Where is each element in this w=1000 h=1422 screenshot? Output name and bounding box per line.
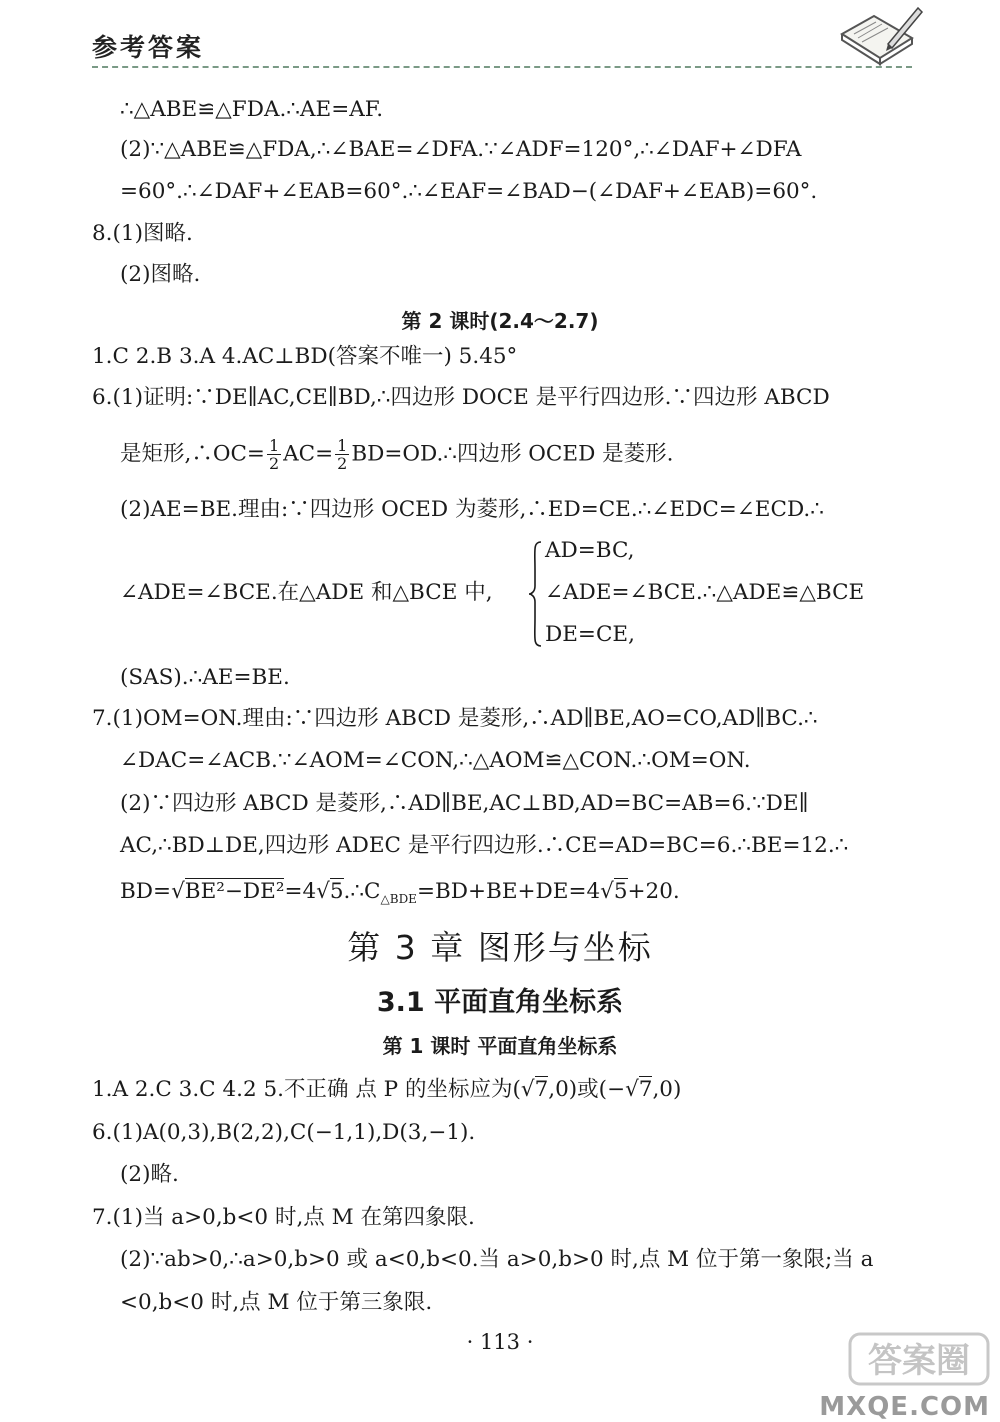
text-line: =60°.∴∠DAF+∠EAB=60°.∴∠EAF=∠BAD−(∠DAF+∠EAB)=60°.: [120, 179, 818, 204]
fraction: [267, 437, 281, 472]
brace-line: AD=BC,: [545, 538, 635, 563]
page-number: · 113 ·: [466, 1330, 534, 1354]
watermark-logo-text: 答案圈: [868, 1341, 970, 1381]
question-8: 8.(1)图略.: [92, 221, 193, 246]
header-title: 参考答案: [92, 33, 205, 62]
text-segment: 是矩形,∴OC=: [120, 441, 265, 467]
fraction-numerator: 1: [337, 436, 348, 455]
header-divider: [92, 66, 912, 68]
text-segment: BD=: [120, 879, 172, 904]
brace-icon: [527, 540, 543, 648]
answers-line: [92, 1075, 681, 1105]
question-7: 7.(1)当 a>0,b<0 时,点 M 在第四象限.: [92, 1205, 475, 1230]
text-line: AC,∴BD⊥DE,四边形 ADEC 是平行四边形.∴CE=AD=BC=6.∴BE=12.∴: [120, 833, 849, 858]
text-segment: BD=OD.∴四边形 OCED 是菱形.: [351, 441, 674, 467]
text-segment: ,0): [652, 1077, 682, 1102]
section-title: 3.1 平面直角坐标系: [376, 987, 624, 1018]
fraction-denominator: 2: [337, 454, 348, 473]
sqrt-radicand: 7: [638, 1077, 653, 1102]
text-line: (2)略.: [120, 1162, 179, 1187]
text-line-with-radicals: [120, 877, 680, 914]
text-line: (2)∵ab>0,∴a>0,b>0 或 a<0,b<0.当 a>0,b>0 时,点 M 位于第一象限;当 a: [120, 1247, 874, 1272]
brace-line: DE=CE,: [545, 622, 635, 647]
text-segment: .∴C: [343, 879, 381, 904]
text-line: ∠ADE=∠BCE.在△ADE 和△BCE 中,: [120, 580, 493, 605]
lesson-heading: 第 2 课时(2.4～2.7): [401, 309, 599, 333]
sqrt-sign: √: [600, 879, 614, 904]
sqrt-sign: √: [171, 879, 185, 904]
text-segment: =4: [284, 879, 317, 904]
text-segment: +20.: [627, 879, 680, 904]
brace-line: ∠ADE=∠BCE.∴△ADE≌△BCE: [545, 580, 865, 605]
question-7: 7.(1)OM=ON.理由:∵四边形 ABCD 是菱形,∴AD∥BE,AO=CO,AD∥BC.∴: [92, 706, 818, 731]
sqrt-sign: √: [625, 1077, 639, 1102]
text-line-with-fractions: [120, 437, 674, 472]
book-pencil-icon: [834, 4, 924, 70]
text-segment: 1.A 2.C 3.C 4.2 5.不正确 点 P 的坐标应为(: [92, 1077, 521, 1102]
text-line: (2)∵△ABE≌△FDA,∴∠BAE=∠DFA.∵∠ADF=120°,∴∠DAF+∠DFA: [120, 137, 802, 162]
text-line: (2)AE=BE.理由:∵四边形 OCED 为菱形,∴ED=CE.∴∠EDC=∠ECD.∴: [120, 497, 824, 522]
text-line: ∴△ABE≌△FDA.∴AE=AF.: [120, 97, 384, 122]
question-6: 6.(1)证明:∵DE∥AC,CE∥BD,∴四边形 DOCE 是平行四边形.∵四边形 ABCD: [92, 385, 830, 410]
sqrt-radicand: 5: [329, 879, 344, 904]
watermark-text: MXQE.COM: [819, 1392, 990, 1422]
sqrt-sign: √: [520, 1077, 535, 1102]
text-line: (2)图略.: [120, 262, 201, 287]
text-line: ∠DAC=∠ACB.∵∠AOM=∠CON,∴△AOM≌△CON.∴OM=ON.: [120, 748, 751, 773]
fraction: [335, 437, 349, 472]
sqrt-radicand: 5: [613, 879, 628, 904]
sqrt-radicand: BE²−DE²: [184, 879, 285, 904]
question-6: 6.(1)A(0,3),B(2,2),C(−1,1),D(3,−1).: [92, 1120, 476, 1145]
chapter-title: 第 3 章 图形与坐标: [347, 928, 653, 967]
text-line: <0,b<0 时,点 M 位于第三象限.: [120, 1290, 433, 1315]
text-segment: AC=: [283, 441, 334, 467]
answers-line: 1.C 2.B 3.A 4.AC⊥BD(答案不唯一) 5.45°: [92, 344, 518, 369]
sqrt-radicand: 7: [534, 1077, 549, 1102]
sqrt-sign: √: [316, 879, 330, 904]
text-line: (SAS).∴AE=BE.: [120, 665, 290, 690]
fraction-numerator: 1: [268, 436, 280, 455]
subscript: △BDE: [380, 892, 417, 906]
text-segment: ,0)或(−: [548, 1077, 626, 1102]
text-line: (2)∵四边形 ABCD 是菱形,∴AD∥BE,AC⊥BD,AD=BC=AB=6.∵DE∥: [120, 791, 809, 816]
lesson-heading: 第 1 课时 平面直角坐标系: [382, 1034, 618, 1058]
text-segment: =BD+BE+DE=4: [416, 879, 601, 904]
fraction-denominator: 2: [268, 454, 280, 473]
